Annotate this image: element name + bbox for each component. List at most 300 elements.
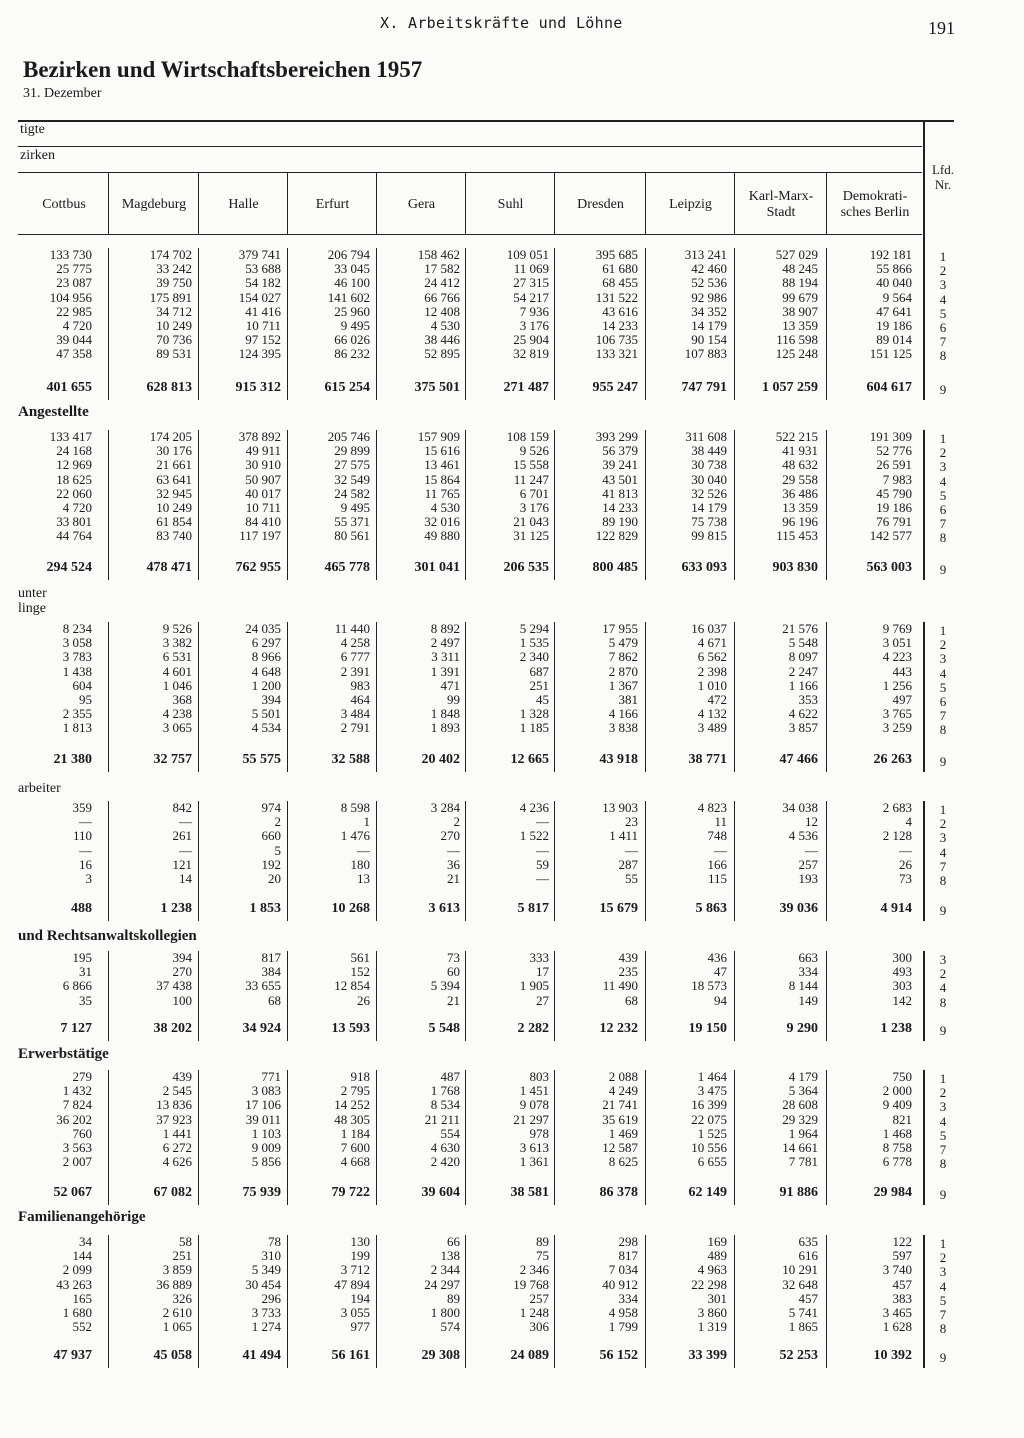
header-rule-bottom xyxy=(18,234,922,235)
table-cell: 10 291 xyxy=(782,1262,818,1278)
table-cell: 59 xyxy=(536,856,549,872)
data-column xyxy=(647,951,727,1008)
total-cell: 56 161 xyxy=(331,1348,370,1363)
total-cell: 294 524 xyxy=(46,560,92,575)
table-cell: 5 xyxy=(274,842,281,858)
data-column xyxy=(20,622,92,736)
table-cell: 42 460 xyxy=(691,261,727,277)
total-cell: 32 757 xyxy=(153,752,192,767)
table-cell: 270 xyxy=(172,964,192,980)
lfd-number: 8 xyxy=(939,872,947,888)
table-cell: 125 248 xyxy=(775,346,818,362)
table-cell: 84 410 xyxy=(245,514,281,530)
lfd-separator xyxy=(923,622,925,772)
page-title: Bezirken und Wirtschaftsbereichen 1957 xyxy=(23,57,423,82)
table-cell: 1 xyxy=(363,814,370,830)
table-cell: 18 573 xyxy=(691,978,727,994)
table-cell: 21 661 xyxy=(156,457,192,473)
lfd-number: 7 xyxy=(939,858,947,874)
table-cell: 54 182 xyxy=(245,275,281,291)
lfd-column xyxy=(930,432,956,546)
total-cell: 1 238 xyxy=(880,1021,912,1036)
total-cell: 47 937 xyxy=(53,1348,92,1363)
table-cell: 3 712 xyxy=(340,1262,370,1278)
table-cell: 3 058 xyxy=(62,635,92,651)
table-cell: 4 963 xyxy=(697,1262,727,1278)
table-cell: 687 xyxy=(529,663,549,679)
table-cell: 4 xyxy=(905,814,912,830)
column-divider xyxy=(554,248,555,400)
lfd-column xyxy=(930,953,956,1010)
table-cell: 43 501 xyxy=(602,471,638,487)
table-cell: 6 778 xyxy=(882,1154,912,1170)
lfd-number: 8 xyxy=(939,722,947,738)
table-cell: 493 xyxy=(892,964,912,980)
data-column xyxy=(110,248,192,362)
table-cell: 13 xyxy=(357,870,370,886)
table-cell: 89 531 xyxy=(156,346,192,362)
table-cell: 92 986 xyxy=(691,289,727,305)
lfd-number: 3 xyxy=(939,459,947,475)
table-cell: 76 791 xyxy=(876,514,912,530)
table-cell: 29 558 xyxy=(782,471,818,487)
table-cell: 19 768 xyxy=(513,1276,549,1292)
table-cell: 14 179 xyxy=(691,317,727,333)
total-cell: 55 575 xyxy=(242,752,281,767)
column-divider xyxy=(198,622,199,772)
header-column-divider xyxy=(645,172,646,234)
table-cell: 2 346 xyxy=(519,1262,549,1278)
table-cell: 199 xyxy=(350,1248,370,1264)
table-cell: 141 602 xyxy=(327,289,370,305)
table-cell: 22 060 xyxy=(56,485,92,501)
data-column xyxy=(556,801,638,886)
table-cell: 106 735 xyxy=(595,332,638,348)
table-cell: 108 159 xyxy=(506,429,549,444)
table-cell: 6 297 xyxy=(251,635,281,651)
table-cell: — xyxy=(79,814,92,830)
total-cell: 800 485 xyxy=(592,560,638,575)
table-cell: 133 321 xyxy=(595,346,638,362)
table-cell: 33 045 xyxy=(334,261,370,277)
table-cell: 2 391 xyxy=(340,663,370,679)
table-cell: 21 xyxy=(447,992,460,1008)
column-divider xyxy=(108,622,109,772)
table-cell: 96 196 xyxy=(782,514,818,530)
table-cell: 149 xyxy=(798,992,818,1008)
table-cell: 3 065 xyxy=(162,720,192,736)
table-cell: 1 166 xyxy=(788,677,818,693)
table-cell: 817 xyxy=(618,1248,638,1264)
data-column xyxy=(556,622,638,736)
table-cell: 2 610 xyxy=(162,1304,192,1320)
table-cell: 89 190 xyxy=(602,514,638,530)
lfd-number: 8 xyxy=(939,1156,947,1172)
header-column-divider xyxy=(287,172,288,234)
table-cell: 13 836 xyxy=(156,1097,192,1113)
table-cell: 5 856 xyxy=(251,1154,281,1170)
table-cell: 1 535 xyxy=(519,635,549,651)
table-cell: 49 911 xyxy=(245,443,281,459)
table-cell: 5 479 xyxy=(608,635,638,651)
table-cell: 49 880 xyxy=(424,528,460,544)
table-cell: 12 854 xyxy=(334,978,370,994)
table-cell: 1 411 xyxy=(609,828,638,844)
table-cell: 4 534 xyxy=(251,720,281,736)
table-cell: 17 582 xyxy=(424,261,460,277)
table-cell: 1 469 xyxy=(608,1125,638,1141)
total-cell: 52 253 xyxy=(779,1348,818,1363)
table-cell: 9 769 xyxy=(882,621,912,636)
table-cell: 38 449 xyxy=(691,443,727,459)
data-column xyxy=(378,622,460,736)
table-cell: 16 xyxy=(79,856,92,872)
lfd-column xyxy=(930,1237,956,1336)
table-cell: 47 641 xyxy=(876,303,912,319)
column-divider xyxy=(465,430,466,580)
column-divider xyxy=(645,430,646,580)
table-cell: 37 438 xyxy=(156,978,192,994)
table-cell: 10 249 xyxy=(156,499,192,515)
table-cell: 978 xyxy=(529,1125,549,1141)
table-cell: 38 446 xyxy=(424,332,460,348)
table-cell: 1 248 xyxy=(519,1304,549,1320)
table-cell: 11 xyxy=(714,814,727,830)
lfd-number: 2 xyxy=(939,1250,947,1266)
total-cell: 7 127 xyxy=(60,1021,92,1036)
table-cell: 10 711 xyxy=(245,499,281,515)
lfd-number: 7 xyxy=(939,1141,947,1157)
total-cell: 465 778 xyxy=(324,560,370,575)
table-cell: 47 358 xyxy=(56,346,92,362)
lfd-column xyxy=(930,803,956,888)
table-cell: 11 440 xyxy=(334,621,370,636)
total-cell: 903 830 xyxy=(772,560,818,575)
table-cell: 4 236 xyxy=(519,800,549,815)
table-cell: 2 795 xyxy=(340,1083,370,1099)
total-cell: 20 402 xyxy=(421,752,460,767)
table-cell: 32 819 xyxy=(513,346,549,362)
total-cell: 43 918 xyxy=(599,752,638,767)
table-cell: 41 931 xyxy=(782,443,818,459)
data-column xyxy=(289,622,370,736)
table-cell: 1 184 xyxy=(340,1125,370,1141)
total-row xyxy=(0,380,1024,398)
table-cell: 1 468 xyxy=(882,1125,912,1141)
table-cell: 748 xyxy=(707,828,727,844)
total-cell: 615 254 xyxy=(324,380,370,395)
table-cell: — xyxy=(179,842,192,858)
data-column xyxy=(467,1235,549,1334)
data-column xyxy=(378,1235,460,1334)
table-cell: 279 xyxy=(72,1069,92,1084)
table-cell: 287 xyxy=(618,856,638,872)
lfd-number: 7 xyxy=(939,708,947,724)
table-cell: 33 801 xyxy=(56,514,92,530)
table-cell: 1 010 xyxy=(697,677,727,693)
table-cell: 8 966 xyxy=(251,649,281,665)
total-cell: 762 955 xyxy=(235,560,281,575)
table-cell: 3 765 xyxy=(882,706,912,722)
table-cell: 29 899 xyxy=(334,443,370,459)
table-cell: 298 xyxy=(618,1234,638,1249)
table-cell: 70 736 xyxy=(156,332,192,348)
table-cell: 522 215 xyxy=(775,429,818,444)
table-cell: 2 xyxy=(453,814,460,830)
table-cell: 44 764 xyxy=(56,528,92,544)
table-cell: 142 xyxy=(892,992,912,1008)
column-divider xyxy=(287,430,288,580)
table-cell: 7 936 xyxy=(519,303,549,319)
total-cell: 15 679 xyxy=(599,901,638,916)
table-cell: 3 783 xyxy=(62,649,92,665)
lfd-number: 3 xyxy=(939,1264,947,1280)
data-column xyxy=(289,1235,370,1334)
table-cell: 7 600 xyxy=(340,1139,370,1155)
total-cell: 62 149 xyxy=(688,1185,727,1200)
lfd-number: 4 xyxy=(939,1278,947,1294)
column-header-cottbus: Cottbus xyxy=(42,197,86,212)
section-label: Angestellte xyxy=(18,404,89,420)
table-cell: 1 432 xyxy=(62,1083,92,1099)
table-cell: 1 525 xyxy=(697,1125,727,1141)
table-cell: 104 956 xyxy=(49,289,92,305)
lfd-number: 9 xyxy=(939,754,947,769)
table-cell: 22 298 xyxy=(691,1276,727,1292)
table-cell: 194 xyxy=(350,1290,370,1306)
table-cell: — xyxy=(536,842,549,858)
table-cell: 11 490 xyxy=(602,978,638,994)
table-cell: 37 923 xyxy=(156,1111,192,1127)
table-cell: 9 009 xyxy=(251,1139,281,1155)
lfd-number: 2 xyxy=(939,445,947,461)
table-cell: 12 969 xyxy=(56,457,92,473)
lfd-number: 1 xyxy=(939,802,947,817)
total-cell: 47 466 xyxy=(779,752,818,767)
total-cell: 10 392 xyxy=(873,1348,912,1363)
table-cell: 5 741 xyxy=(788,1304,818,1320)
data-column xyxy=(467,1070,549,1169)
table-cell: 122 xyxy=(892,1234,912,1249)
table-cell: 3 838 xyxy=(608,720,638,736)
table-cell: 4 622 xyxy=(788,706,818,722)
table-cell: 13 461 xyxy=(424,457,460,473)
table-cell: 1 848 xyxy=(430,706,460,722)
table-cell: 19 186 xyxy=(876,499,912,515)
table-cell: 14 233 xyxy=(602,317,638,333)
total-cell: 915 312 xyxy=(235,380,281,395)
table-cell: — xyxy=(899,842,912,858)
data-column xyxy=(200,1070,281,1169)
table-cell: 7 862 xyxy=(608,649,638,665)
table-cell: 489 xyxy=(707,1248,727,1264)
table-cell: 17 106 xyxy=(245,1097,281,1113)
data-column xyxy=(556,1235,638,1334)
column-divider xyxy=(287,622,288,772)
table-cell: 151 125 xyxy=(869,346,912,362)
table-cell: 124 395 xyxy=(238,346,281,362)
table-cell: 760 xyxy=(72,1125,92,1141)
lfd-number: 2 xyxy=(939,637,947,653)
table-cell: 1 628 xyxy=(882,1319,912,1335)
lfd-number: 9 xyxy=(939,562,947,577)
total-cell: 401 655 xyxy=(46,380,92,395)
table-cell: 41 813 xyxy=(602,485,638,501)
table-cell: 24 168 xyxy=(56,443,92,459)
table-cell: 122 829 xyxy=(595,528,638,544)
table-cell: 379 741 xyxy=(238,247,281,262)
table-cell: 166 xyxy=(707,856,727,872)
table-cell: 25 775 xyxy=(56,261,92,277)
lfd-separator xyxy=(923,430,925,580)
table-cell: 8 234 xyxy=(62,621,92,636)
lfd-number: 9 xyxy=(939,903,947,918)
lfd-number: 8 xyxy=(939,530,947,546)
total-row xyxy=(0,1021,1024,1039)
data-column xyxy=(200,248,281,362)
data-column xyxy=(110,951,192,1008)
table-cell: 4 166 xyxy=(608,706,638,722)
table-cell: 55 xyxy=(625,870,638,886)
column-divider xyxy=(376,248,377,400)
table-cell: 52 536 xyxy=(691,275,727,291)
page-number: 191 xyxy=(928,18,955,38)
table-cell: 15 616 xyxy=(424,443,460,459)
table-cell: 235 xyxy=(618,964,638,980)
lfd-column xyxy=(930,1072,956,1171)
table-cell: 15 864 xyxy=(424,471,460,487)
table-cell: 3 857 xyxy=(788,720,818,736)
table-cell: 4 223 xyxy=(882,649,912,665)
table-cell: 31 125 xyxy=(513,528,549,544)
table-cell: 5 394 xyxy=(430,978,460,994)
lfd-number: 5 xyxy=(939,1292,947,1308)
table-cell: 165 xyxy=(72,1290,92,1306)
table-cell: 32 016 xyxy=(424,514,460,530)
table-cell: 3 382 xyxy=(162,635,192,651)
column-divider xyxy=(734,622,735,772)
table-cell: 48 305 xyxy=(334,1111,370,1127)
total-cell: 41 494 xyxy=(242,1348,281,1363)
data-column xyxy=(289,430,370,544)
table-cell: — xyxy=(805,842,818,858)
column-divider xyxy=(734,430,735,580)
data-column xyxy=(110,430,192,544)
total-cell: 34 924 xyxy=(242,1021,281,1036)
table-cell: 52 776 xyxy=(876,443,912,459)
table-cell: 2 870 xyxy=(608,663,638,679)
table-cell: 33 655 xyxy=(245,978,281,994)
table-cell: 1 451 xyxy=(519,1083,549,1099)
table-cell: 257 xyxy=(529,1290,549,1306)
table-cell: 7 983 xyxy=(882,471,912,487)
lfd-number: 3 xyxy=(939,952,947,967)
table-cell: 14 661 xyxy=(782,1139,818,1155)
table-cell: 1 367 xyxy=(608,677,638,693)
data-column xyxy=(20,430,92,544)
data-column xyxy=(378,801,460,886)
total-cell: 24 089 xyxy=(510,1348,549,1363)
table-cell: 30 910 xyxy=(245,457,281,473)
table-cell: — xyxy=(447,842,460,858)
table-cell: 22 985 xyxy=(56,303,92,319)
table-cell: 1 200 xyxy=(251,677,281,693)
table-cell: 43 263 xyxy=(56,1276,92,1292)
table-cell: 66 766 xyxy=(424,289,460,305)
table-cell: 6 777 xyxy=(340,649,370,665)
total-cell: 21 380 xyxy=(53,752,92,767)
lfd-number: 5 xyxy=(939,679,947,695)
column-header-gera: Gera xyxy=(407,197,436,212)
table-cell: 9 078 xyxy=(519,1097,549,1113)
table-cell: 635 xyxy=(798,1234,818,1249)
table-cell: 471 xyxy=(440,677,460,693)
data-column xyxy=(736,248,818,362)
table-cell: 116 598 xyxy=(776,332,818,348)
table-cell: 7 034 xyxy=(608,1262,638,1278)
lfd-number: 7 xyxy=(939,516,947,532)
table-cell: 561 xyxy=(350,950,370,965)
total-cell: 79 722 xyxy=(331,1185,370,1200)
table-cell: 2 398 xyxy=(697,663,727,679)
table-cell: 45 xyxy=(536,691,549,707)
total-cell: 38 581 xyxy=(510,1185,549,1200)
table-cell: 2 355 xyxy=(62,706,92,722)
table-cell: 157 909 xyxy=(417,429,460,444)
table-cell: 10 249 xyxy=(156,317,192,333)
table-cell: 552 xyxy=(72,1319,92,1335)
table-cell: 89 xyxy=(447,1290,460,1306)
table-cell: 2 420 xyxy=(430,1154,460,1170)
table-cell: 60 xyxy=(447,964,460,980)
data-column xyxy=(378,248,460,362)
table-cell: 75 738 xyxy=(691,514,727,530)
table-cell: 58 xyxy=(179,1234,192,1249)
table-cell: 154 027 xyxy=(238,289,281,305)
table-cell: 6 562 xyxy=(697,649,727,665)
data-column xyxy=(828,801,912,886)
header-rule-top xyxy=(18,120,954,122)
table-cell: 394 xyxy=(172,950,192,965)
table-cell: 5 364 xyxy=(788,1083,818,1099)
table-cell: 169 xyxy=(707,1234,727,1249)
table-cell: 574 xyxy=(440,1319,460,1335)
table-cell: 29 329 xyxy=(782,1111,818,1127)
column-header-magdeburg: Magdeburg xyxy=(121,197,187,212)
total-cell: 9 290 xyxy=(786,1021,818,1036)
column-divider xyxy=(376,430,377,580)
data-column xyxy=(20,801,92,886)
lfd-number: 3 xyxy=(939,830,947,846)
table-cell: 21 xyxy=(447,870,460,886)
table-cell: 2 497 xyxy=(430,635,460,651)
table-cell: 40 017 xyxy=(245,485,281,501)
data-column xyxy=(556,430,638,544)
table-cell: 554 xyxy=(440,1125,460,1141)
data-column xyxy=(647,1070,727,1169)
table-cell: 17 xyxy=(536,964,549,980)
data-column xyxy=(378,1070,460,1169)
table-cell: 301 xyxy=(707,1290,727,1306)
table-cell: 842 xyxy=(172,800,192,815)
data-column xyxy=(20,951,92,1008)
total-row xyxy=(0,752,1024,770)
column-divider xyxy=(734,248,735,400)
table-cell: 3 475 xyxy=(697,1083,727,1099)
table-cell: 4 179 xyxy=(788,1069,818,1084)
table-cell: 10 556 xyxy=(691,1139,727,1155)
total-cell: 628 813 xyxy=(146,380,192,395)
